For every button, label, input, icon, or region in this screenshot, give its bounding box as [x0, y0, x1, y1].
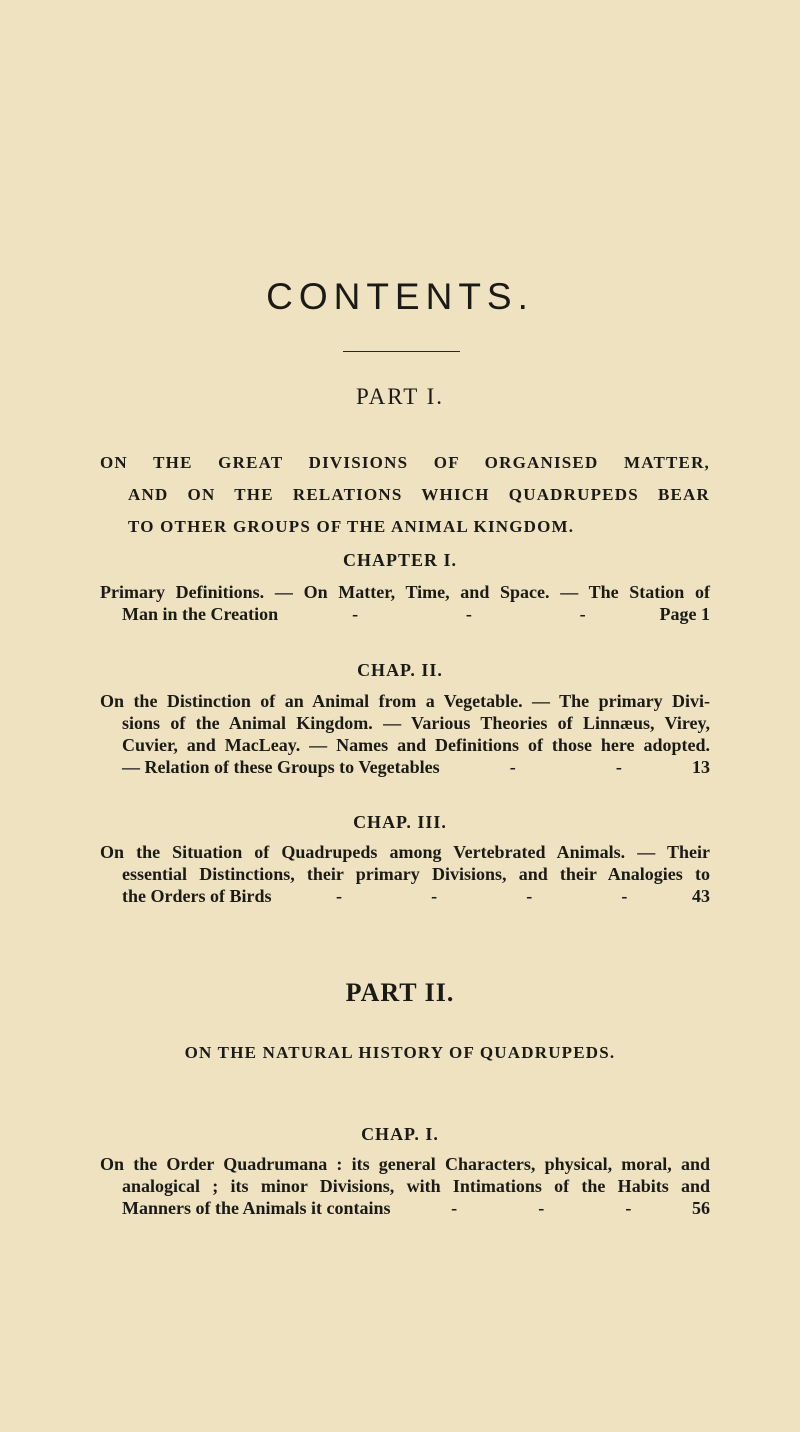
part1-subtitle-line: TO OTHER GROUPS OF THE ANIMAL KINGDOM.: [128, 517, 575, 536]
entry-line: On the Order Quadrumana : its general Characters, physical, moral, and: [100, 1154, 710, 1174]
leader-dots: - - -: [451, 1198, 632, 1218]
entry-line: Primary Definitions. — On Matter, Time, and Space. — The Station of: [100, 582, 710, 602]
entry-last-line: [100, 756, 710, 778]
chapter-entry: [100, 690, 710, 778]
entry-line: the Orders of Birds: [122, 886, 272, 906]
entry-line: essential Distinctions, their primary Divisions, and their Analogies to: [122, 864, 710, 884]
entry-line: Cuvier, and MacLeay. — Names and Definitions of those here adopted.: [122, 735, 710, 755]
chapter-entry: [100, 1153, 710, 1219]
chapter-heading: CHAP. III.: [353, 812, 447, 832]
leader-dots: - - -: [352, 604, 586, 624]
page-number: 43: [692, 886, 710, 906]
entry-last-line: [100, 1197, 710, 1219]
entry-line: sions of the Animal Kingdom. — Various Theories of Linnæus, Virey,: [122, 713, 710, 733]
chapter-heading: CHAP. II.: [357, 660, 443, 680]
part2-subtitle: ON THE NATURAL HISTORY OF QUADRUPEDS.: [184, 1043, 616, 1062]
entry-last-line: [100, 885, 710, 907]
part1-subtitle-line: ON THE GREAT DIVISIONS OF ORGANISED MATTER,: [100, 453, 710, 472]
entry-last-line: [100, 603, 710, 625]
chapter-heading: CHAP. I.: [361, 1124, 439, 1144]
entry-line: Manners of the Animals it contains: [122, 1198, 391, 1218]
part1-title: PART I.: [355, 384, 445, 409]
part1-subtitle: [100, 447, 710, 543]
entry-line: analogical ; its minor Divisions, with Intimations of the Habits and: [122, 1176, 710, 1196]
entry-line: On the Distinction of an Animal from a Vegetable. — The primary Divi-: [100, 691, 710, 711]
leader-dots: - -: [509, 757, 622, 777]
entry-line: Man in the Creation: [122, 604, 279, 624]
part1-subtitle-line: AND ON THE RELATIONS WHICH QUADRUPEDS BEAR: [128, 485, 710, 504]
page-number: Page 1: [659, 604, 710, 624]
entry-line: — Relation of these Groups to Vegetables: [122, 757, 440, 777]
chapter-entry: [100, 841, 710, 907]
page-number: 56: [692, 1198, 710, 1218]
chapter-heading: CHAPTER I.: [342, 550, 457, 570]
title-rule: [343, 351, 460, 352]
chapter-entry: [100, 581, 710, 625]
contents-title: CONTENTS.: [266, 276, 534, 317]
part2-title: PART II.: [345, 978, 455, 1007]
leader-dots: - - - -: [336, 886, 628, 906]
entry-line: On the Situation of Quadrupeds among Vertebrated Animals. — Their: [100, 842, 710, 862]
page-number: 13: [692, 757, 710, 777]
